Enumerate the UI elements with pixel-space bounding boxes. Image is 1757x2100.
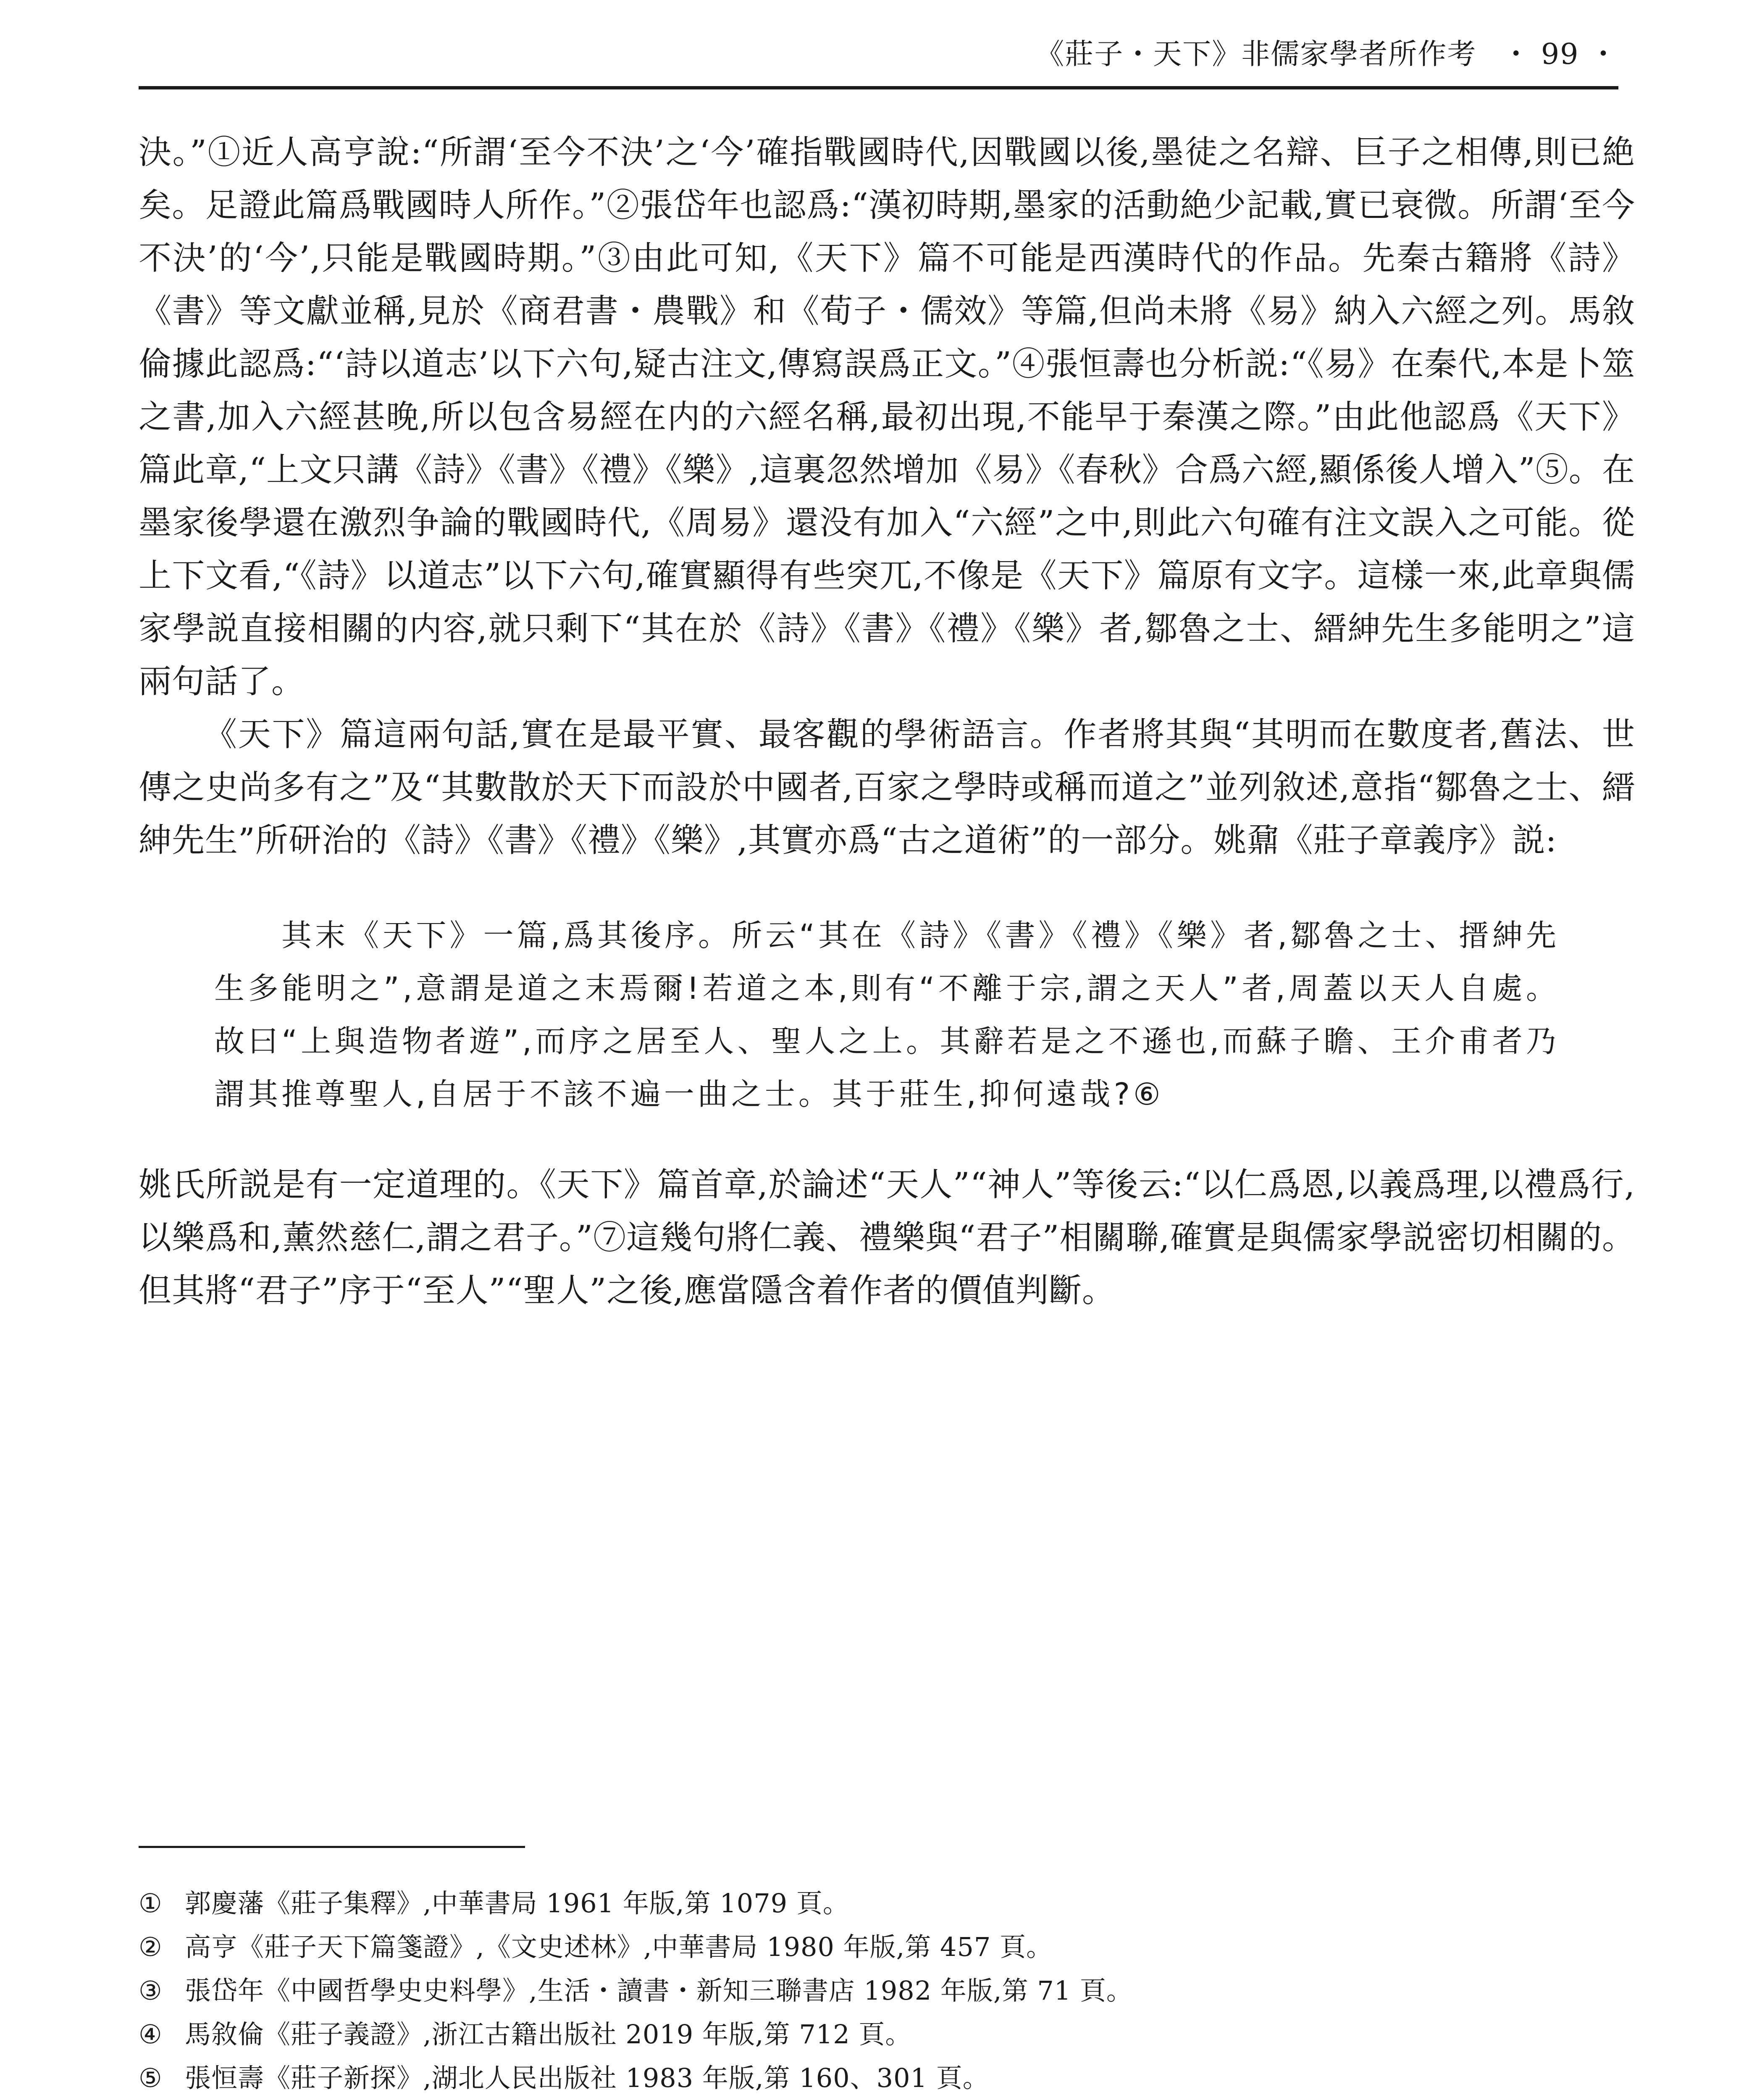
- block-quote: [214, 909, 1560, 1121]
- footnote-mark: ②: [139, 1932, 163, 1962]
- header-rule: [139, 86, 1618, 89]
- footnote-mark: ③: [139, 1975, 163, 2006]
- footnote-mark: ⑤: [139, 2063, 163, 2093]
- body-paragraph-1: 決。”①近人高亨說:“所謂‘至今不決’之‘今’確指戰國時代,因戰國以後,墨徒之名辯、巨子之相傳,則已絶矣。足證此篇爲戰國時人所作。”②張岱年也認爲:“漢初時期,墨家的活動絶少記載,實已衰微。所謂‘至今不決’的‘今’,只能是戰國時期。”③由此可知,《天下》篇不可能是西漢時代的作品。先秦古籍將《詩》《書》等文獻並稱,見於《商君書・農戰》和《荀子・儒效》等篇,但尚未將《易》納入六經之列。馬敘倫據此認爲:“‘詩以道志’以下六句,疑古注文,傳寫誤爲正文。”④張恒壽也分析説:“《易》在秦代,本是卜筮之書,加入六經甚晚,所以包含易經在内的六經名稱,最初出現,不能早于秦漢之際。”由此他認爲《天下》篇此章,“上文只講《詩》《書》《禮》《樂》,這裏忽然增加《易》《春秋》合爲六經,顯係後人增入”⑤。在墨家後學還在激烈争論的戰國時代,《周易》還没有加入“六經”之中,則此六句確有注文誤入之可能。從上下文看,“《詩》以道志”以下六句,確實顯得有些突兀,不像是《天下》篇原有文字。這樣一來,此章與儒家學説直接相關的内容,就只剩下“其在於《詩》《書》《禮》《樂》者,鄒魯之士、縉紳先生多能明之”這兩句話了。: [139, 134, 1635, 701]
- footnote-1: [139, 1882, 1635, 1925]
- body-paragraph-2: 《天下》篇這兩句話,實在是最平實、最客觀的學術語言。作者將其與“其明而在數度者,舊法、世傳之史尚多有之”及“其數散於天下而設於中國者,百家之學時或稱而道之”並列敘述,意指“鄒魯之士、縉紳先生”所研治的《詩》《書》《禮》《樂》,其實亦爲“古之道術”的一部分。姚鼐《莊子章義序》説:: [139, 716, 1635, 859]
- footnote-text: 郭慶藩《莊子集釋》,中華書局 1961 年版,第 1079 頁。: [185, 1888, 849, 1919]
- main-text: [139, 126, 1635, 1317]
- footnote-rule: [139, 1846, 525, 1848]
- footnote-text: 張恒壽《莊子新探》,湖北人民出版社 1983 年版,第 160、301 頁。: [185, 2063, 989, 2093]
- footnote-3: [139, 1969, 1635, 2013]
- footnote-text: 張岱年《中國哲學史史料學》,生活・讀書・新知三聯書店 1982 年版,第 71 頁。: [185, 1975, 1133, 2006]
- footnote-4: [139, 2013, 1635, 2056]
- running-title: 《莊子・天下》非儒家學者所作考: [1035, 38, 1477, 71]
- footnote-5: [139, 2056, 1635, 2100]
- footnote-mark: ①: [139, 1888, 163, 1919]
- page-number: ・ 99 ・: [1502, 38, 1618, 71]
- running-header: [139, 29, 1618, 80]
- footnote-text: 高亨《莊子天下篇箋證》,《文史述林》,中華書局 1980 年版,第 457 頁。: [185, 1932, 1053, 1962]
- block-quote-text: 其末《天下》一篇,爲其後序。所云“其在《詩》《書》《禮》《樂》者,鄒魯之士、搢紳先生多能明之”,意謂是道之末焉爾!若道之本,則有“不離于宗,謂之天人”者,周蓋以天人自處。故曰“上與造物者遊”,而序之居至人、聖人之上。其辭若是之不遜也,而蘇子瞻、王介甫者乃謂其推尊聖人,自居于不該不遍一曲之士。其于莊生,抑何遠哉?⑥: [214, 918, 1560, 1112]
- footnotes: [139, 1882, 1635, 2100]
- closing-paragraph: 姚氏所説是有一定道理的。《天下》篇首章,於論述“天人”“神人”等後云:“以仁爲恩,以義爲理,以禮爲行,以樂爲和,薰然慈仁,謂之君子。”⑦這幾句將仁義、禮樂與“君子”相關聯,確實是與儒家學説密切相關的。但其將“君子”序于“至人”“聖人”之後,應當隱含着作者的價值判斷。: [139, 1166, 1635, 1310]
- footnote-2: [139, 1925, 1635, 1969]
- footnote-mark: ④: [139, 2019, 163, 2050]
- footnote-text: 馬敘倫《莊子義證》,浙江古籍出版社 2019 年版,第 712 頁。: [185, 2019, 912, 2050]
